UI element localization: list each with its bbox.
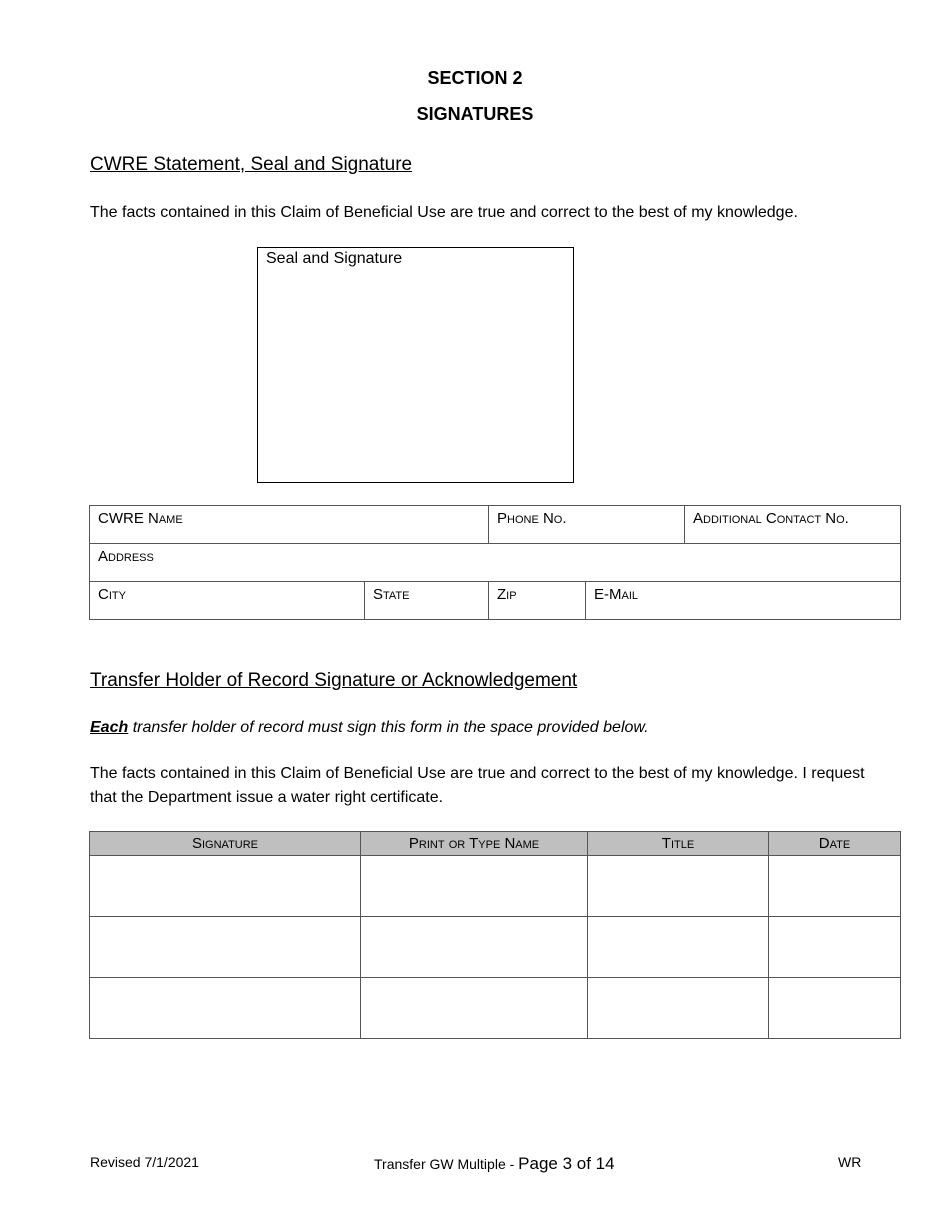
- cwre-section-heading: CWRE Statement, Seal and Signature: [90, 154, 413, 175]
- title-cell[interactable]: [588, 917, 769, 978]
- table-row: [90, 856, 901, 917]
- date-cell[interactable]: [769, 978, 901, 1039]
- page-title: SIGNATURES: [416, 104, 534, 124]
- seal-signature-box[interactable]: [257, 247, 574, 483]
- city-label: City: [98, 586, 126, 603]
- print-name-cell[interactable]: [361, 978, 588, 1039]
- address-field[interactable]: [90, 544, 901, 582]
- footer-revised: Revised 7/1/2021: [90, 1154, 199, 1170]
- title-cell[interactable]: [588, 856, 769, 917]
- footer-center: [374, 1154, 615, 1174]
- signature-cell[interactable]: [90, 978, 361, 1039]
- print-name-cell[interactable]: [361, 917, 588, 978]
- instruction-emphasis: Each: [90, 719, 129, 736]
- footer-form-name: Transfer GW Multiple -: [374, 1156, 519, 1172]
- address-label: Address: [98, 548, 154, 565]
- cwre-contact-table: [89, 505, 901, 620]
- transfer-instruction: [90, 716, 870, 740]
- city-field[interactable]: [90, 582, 365, 620]
- signature-table: [89, 831, 901, 1039]
- transfer-section-heading: Transfer Holder of Record Signature or Acknowledgement: [90, 670, 578, 691]
- instruction-text: transfer holder of record must sign this form in the space provided below.: [128, 719, 649, 736]
- state-label: State: [373, 586, 410, 603]
- phone-field[interactable]: [489, 506, 685, 544]
- print-name-header: Print or Type Name: [361, 832, 588, 856]
- additional-contact-field[interactable]: [685, 506, 901, 544]
- zip-field[interactable]: [489, 582, 586, 620]
- date-header: Date: [769, 832, 901, 856]
- table-row: [90, 917, 901, 978]
- additional-contact-label: Additional Contact No.: [693, 510, 849, 527]
- footer-page-number: Page 3 of 14: [518, 1154, 615, 1173]
- cwre-name-label: CWRE Name: [98, 510, 183, 527]
- date-cell[interactable]: [769, 917, 901, 978]
- transfer-statement: The facts contained in this Claim of Beneficial Use are true and correct to the best of my knowledge. I request that the Department issue a water right certificate.: [90, 765, 865, 806]
- zip-label: Zip: [497, 586, 517, 603]
- email-field[interactable]: [586, 582, 901, 620]
- signature-header: Signature: [90, 832, 361, 856]
- seal-signature-label: Seal and Signature: [266, 250, 403, 267]
- table-row: [90, 978, 901, 1039]
- date-cell[interactable]: [769, 856, 901, 917]
- cwre-statement: The facts contained in this Claim of Beneficial Use are true and correct to the best of my knowledge.: [90, 204, 798, 221]
- title-header: Title: [588, 832, 769, 856]
- footer-code: WR: [838, 1154, 862, 1170]
- state-field[interactable]: [365, 582, 489, 620]
- cwre-name-field[interactable]: [90, 506, 489, 544]
- print-name-cell[interactable]: [361, 856, 588, 917]
- phone-label: Phone No.: [497, 510, 567, 527]
- email-label: E-Mail: [594, 586, 639, 603]
- signature-cell[interactable]: [90, 917, 361, 978]
- signature-cell[interactable]: [90, 856, 361, 917]
- title-cell[interactable]: [588, 978, 769, 1039]
- section-title: SECTION 2: [427, 68, 523, 88]
